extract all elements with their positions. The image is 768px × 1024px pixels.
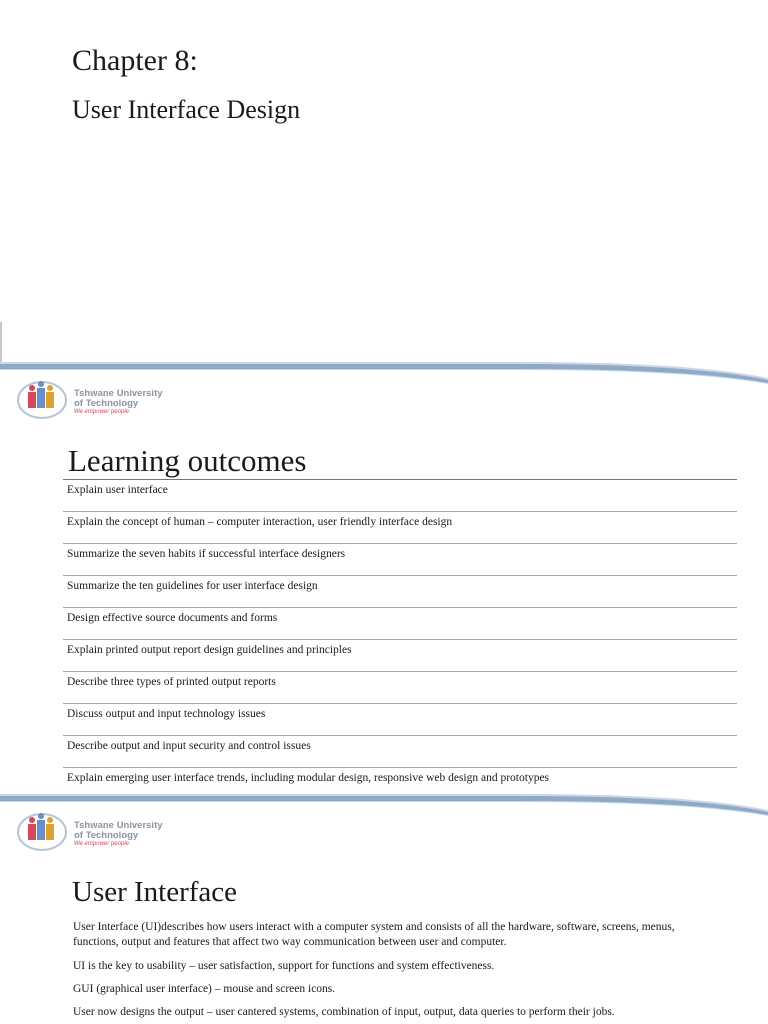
list-item: Explain the concept of human – computer interaction, user friendly interface design [63,511,737,543]
learning-outcomes-list [63,479,737,799]
list-item: Design effective source documents and forms [63,607,737,639]
paragraph: User now designs the output – user cantered systems, combination of input, output, data queries to perform their jobs. [73,1006,615,1018]
logo-tagline: We empower people [74,841,129,847]
list-item: Explain user interface [63,479,737,511]
learning-outcomes-heading: Learning outcomes [68,443,307,478]
university-logo [16,378,186,426]
user-interface-heading: User Interface [72,876,238,908]
paragraph: GUI (graphical user interface) – mouse and screen icons. [73,983,336,995]
paragraph: UI is the key to usability – user satisfaction, support for functions and system effectiveness. [73,960,495,972]
logo-name-line1: Tshwane University [74,820,163,831]
list-item: Describe three types of printed output reports [63,671,737,703]
university-logo [16,810,186,858]
logo-name-line1: Tshwane University [74,388,163,399]
slide1-title: Chapter 8: [72,44,198,77]
list-item: Summarize the ten guidelines for user interface design [63,575,737,607]
slide1-subtitle: User Interface Design [72,95,301,124]
list-item: Discuss output and input technology issues [63,703,737,735]
list-item: Explain emerging user interface trends, including modular design, responsive web design and prototypes [63,767,737,799]
list-item: Describe output and input security and control issues [63,735,737,767]
list-item: Explain printed output report design guidelines and principles [63,639,737,671]
paragraph: User Interface (UI)describes how users interact with a computer system and consists of all the hardware, software, screens, menus, functions, output and features that affect two way communication between user and computer. [73,921,675,948]
logo-tagline: We empower people [74,409,129,415]
logo-name-line2: of Technology [74,398,139,409]
university-crest-icon [16,810,70,854]
university-crest-icon [16,378,70,422]
logo-name-line2: of Technology [74,830,139,841]
list-item: Summarize the seven habits if successful interface designers [63,543,737,575]
